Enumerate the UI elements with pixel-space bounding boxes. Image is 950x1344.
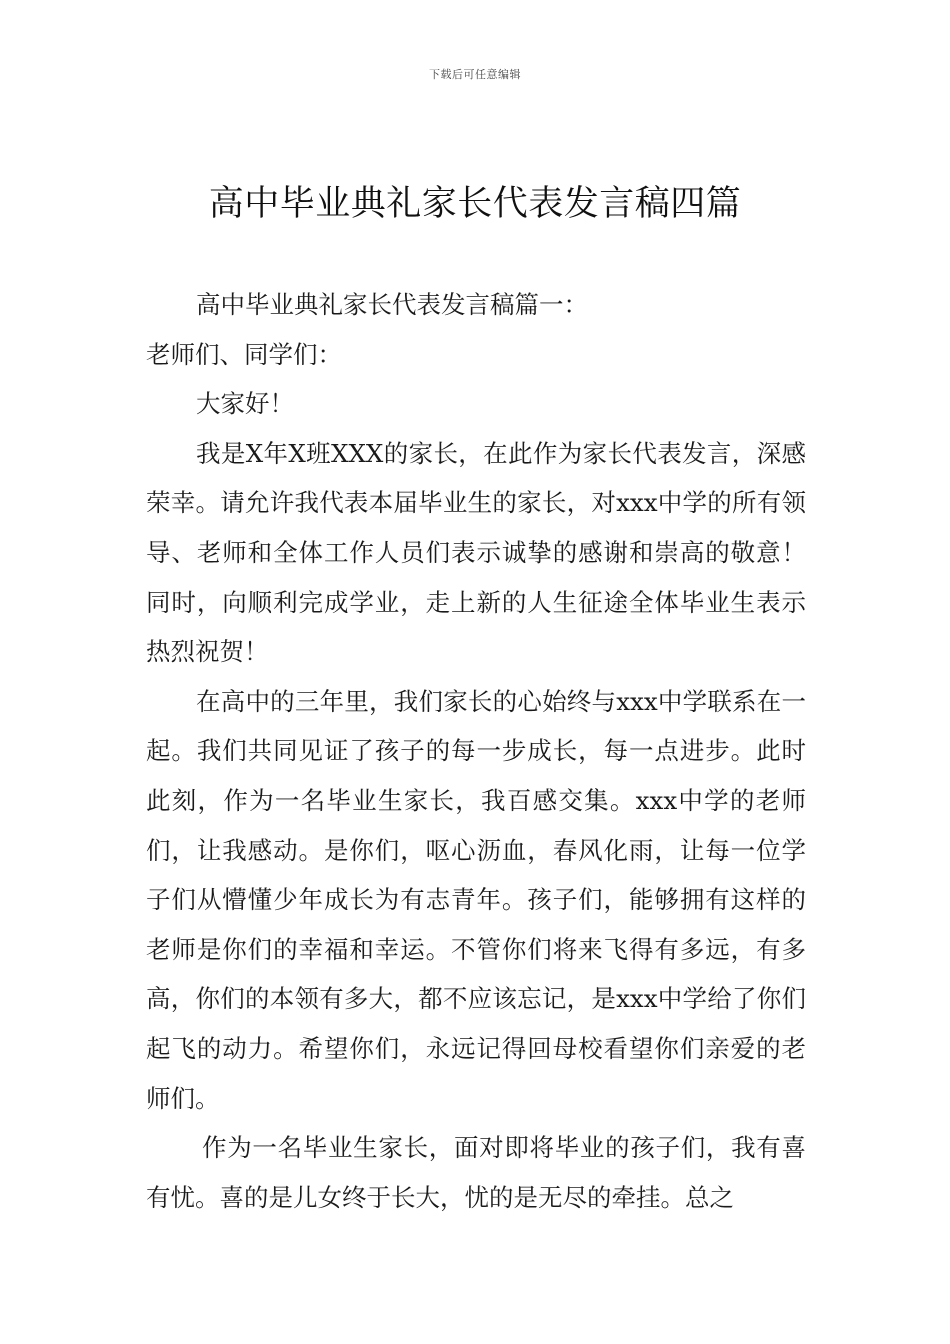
document-body (146, 280, 806, 1222)
document-title: 高中毕业典礼家长代表发言稿四篇 (208, 184, 742, 224)
section-heading: 高中毕业典礼家长代表发言稿篇一： (196, 290, 588, 319)
body-paragraph: 作为一名毕业生家长，面对即将毕业的孩子们，我有喜有忧。喜的是儿女终于长大，忧的是无尽的牵挂。总之 (146, 1133, 806, 1212)
header-note: 下载后可任意编辑 (429, 68, 521, 81)
salutation: 老师们、同学们： (146, 339, 342, 369)
greeting: 大家好！ (196, 389, 294, 419)
body-paragraph: 我是X年X班XXX的家长，在此作为家长代表发言，深感荣幸。请允许我代表本届毕业生的家长，对xxx中学的所有领导、老师和全体工作人员们表示诚挚的感谢和崇高的敬意！同时，向顺利完成学业，走上新的人生征途全体毕业生表示热烈祝贺！ (146, 438, 806, 667)
body-paragraph: 在高中的三年里，我们家长的心始终与xxx中学联系在一起。我们共同见证了孩子的每一步成长，每一点进步。此时此刻，作为一名毕业生家长，我百感交集。xxx中学的老师们，让我感动。是你们，呕心沥血，春风化雨，让每一位学子们从懵懂少年成长为有志青年。孩子们，能够拥有这样的老师是你们的幸福和幸运。不管你们将来飞得有多远，有多高，你们的本领有多大，都不应该忘记，是xxx中学给了你们起飞的动力。希望你们，永远记得回母校看望你们亲爱的老师们。 (146, 686, 806, 1113)
